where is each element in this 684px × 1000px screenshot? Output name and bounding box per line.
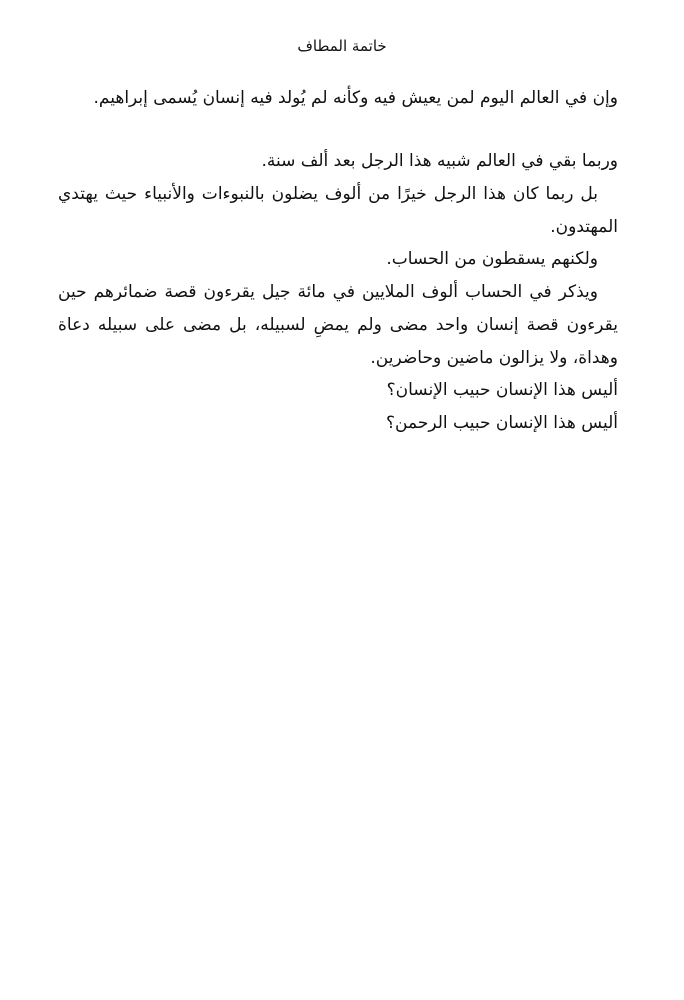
paragraph-6: أليس هذا الإنسان حبيب الإنسان؟ xyxy=(386,380,618,400)
paragraph-7: أليس هذا الإنسان حبيب الرحمن؟ xyxy=(386,413,618,433)
paragraph-1: وإن في العالم اليوم لمن يعيش فيه وكأنه لم يُولد فيه إنسان يُسمى إبراهيم. xyxy=(93,88,618,108)
paragraph-2: وربما بقي في العالم شبيه هذا الرجل بعد ألف سنة. xyxy=(261,151,618,171)
paragraph-5: ويذكر في الحساب ألوف الملايين في مائة جيل يقرءون قصة ضمائرهم حين يقرءون قصة إنسان واحد مضى ولم يمضِ لسبيله، بل مضى على سبيله دعاة وهداة، ولا يزالون ماضين وحاضرين. xyxy=(58,282,618,368)
paragraph-3: بل ربما كان هذا الرجل خيرًا من ألوف يضلون بالنبوءات والأنبياء حيث يهتدي المهتدون. xyxy=(58,184,618,237)
chapter-title: خاتمة المطاف xyxy=(297,37,387,55)
paragraph-4: ولكنهم يسقطون من الحساب. xyxy=(386,249,598,269)
